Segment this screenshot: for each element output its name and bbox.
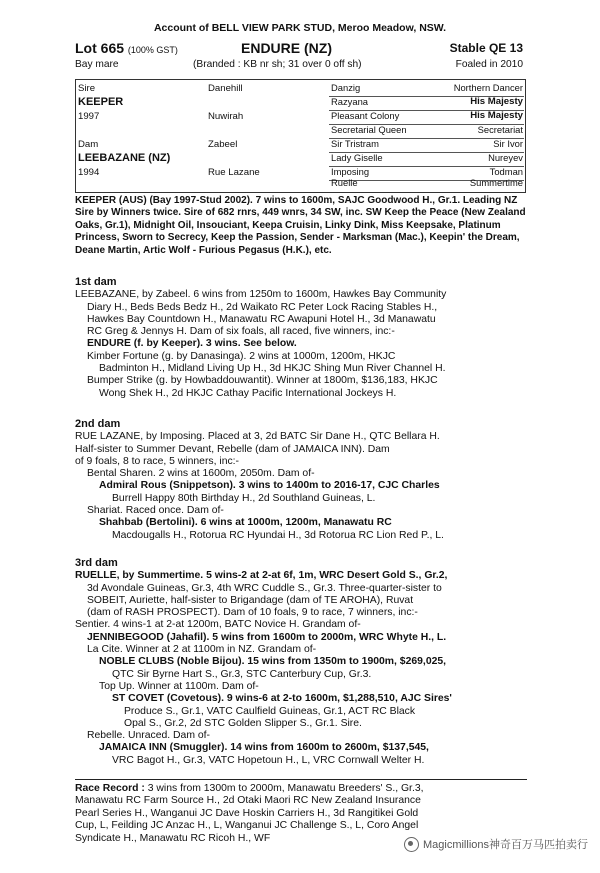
race-record-line: Pearl Series H., Wanganui JC Dave Hoskin Carriers H., 3d Rangitikei Gold <box>75 807 419 819</box>
foaled-year: Foaled in 2010 <box>455 59 523 70</box>
section-heading: 2nd dam <box>75 418 121 430</box>
section-heading: 1st dam <box>75 276 117 288</box>
race-record-line: Cup, L, Feilding JC Anzac H., L, Wanganui JC Challenge S., L, Coro Angel <box>75 820 419 832</box>
sire-summary: KEEPER (AUS) (Bay 1997-Stud 2002). 7 wins to 1600m, SAJC Goodwood H., Gr.1. Leading NZ Sire by Winners twice. Sire of 682 rnrs, 449 wnrs, 34 SW, inc. SW Keep the Peace (New Zealand Oaks, Gr.1), Midnight Oil, Insouciant, Keepa Cruisin, Linky Dink, Miss Keepsake, Platinum Princess, Sworn to Secrecy, Keep the Passion, Sender - Marksman (Mac.), Keepin' the Dream, Deane Martin, Artic Wolf - Furious Pegasus (H.K.), etc. <box>75 195 526 256</box>
sire-name: KEEPER <box>78 96 124 108</box>
dam-line: QTC Sir Byrne Hart S., Gr.3, STC Canterbury Cup, Gr.3. <box>112 668 372 680</box>
dam-line: Hawkes Bay Countdown H., Manawatu RC Awapuni Hotel H., 3d Manawatu <box>87 313 436 325</box>
dam-line: 3d Avondale Guineas, Gr.3, 4th WRC Cuddle S., Gr.3. Three-quarter-sister to <box>87 582 442 594</box>
dam-line: VRC Bagot H., Gr.3, VATC Hopetoun H., L, VRC Cornwall Welter H. <box>112 754 425 766</box>
second-dam-section <box>75 418 527 542</box>
dam-line: of 9 foals, 8 to race, 5 winners, inc:- <box>75 455 240 467</box>
dam-line: Wong Shek H., 2d HKJC Cathay Pacific International Jockeys H. <box>99 387 397 399</box>
dam-line: JENNIBEGOOD (Jahafil). 5 wins from 1600m to 2000m, WRC Whyte H., L. <box>87 631 447 643</box>
brand-info: (Branded : KB nr sh; 31 over 0 off sh) <box>193 59 362 70</box>
race-record-line: 3 wins from 1300m to 2000m, Manawatu Breeders' S., Gr.3, <box>147 783 424 794</box>
race-record-line: Syndicate H., Manawatu RC Ricoh H., WF <box>75 832 271 844</box>
dam-line: Sentier. 4 wins-1 at 2-at 1200m, BATC Novice H. Grandam of- <box>75 619 361 631</box>
dam-line: (dam of RASH PROSPECT). Dam of 10 foals, 9 to race, 7 winners, inc:- <box>87 607 418 619</box>
wechat-icon <box>404 837 419 852</box>
dam-line: Macdougalls H., Rotorua RC Hyundai H., 3d Rotorua RC Lion Red P., L. <box>112 529 444 541</box>
dam-name: LEEBAZANE (NZ) <box>78 152 171 164</box>
vendor-account: Account of BELL VIEW PARK STUD, Meroo Meadow, NSW. <box>153 22 447 34</box>
dam-line: RUE LAZANE, by Imposing. Placed at 3, 2d BATC Sir Dane H., QTC Bellara H. <box>75 431 440 443</box>
grandsire-2: Nuwirah <box>208 111 244 122</box>
dam-line: Burrell Happy 80th Birthday H., 2d Southland Guineas, L. <box>112 492 376 504</box>
dam-line: Admiral Rous (Snippetson). 3 wins to 1400m to 2016-17, CJC Charles <box>99 480 440 492</box>
dam-line: ST COVET (Covetous). 9 wins-6 at 2-to 1600m, $1,288,510, AJC Sires' <box>112 693 452 705</box>
dam-line: Kimber Fortune (g. by Danasinga). 2 wins at 1000m, 1200m, HKJC <box>87 350 396 362</box>
dam-line: Bumper Strike (g. by Howbaddouwantit). Winner at 1800m, $136,183, HKJC <box>87 375 438 387</box>
dam-line: RUELLE, by Summertime. 5 wins-2 at 2-at 6f, 1m, WRC Desert Gold S., Gr.2, <box>75 570 448 582</box>
grandsire-1: Danehill <box>208 83 243 94</box>
dam-line: SOBEIT, Auriette, half-sister to Brigandage (dam of TE AROHA), Ruvat <box>87 594 414 606</box>
lot-number: Lot 665 <box>75 40 125 56</box>
stable-number: Stable QE 13 <box>449 41 523 55</box>
dam-line: Bental Sharen. 2 wins at 1600m, 2050m. Dam of- <box>87 468 315 480</box>
dam-line: Badminton H., Midland Living Up H., 3d HKJC Shing Mun River Channel H. <box>99 363 446 375</box>
dam-line: Produce S., Gr.1, VATC Caulfield Guineas, Gr.1, ACT RC Black <box>124 705 416 717</box>
pedigree-ancestor-row: Ruelle Summertime <box>331 177 523 188</box>
dam-line: La Cite. Winner at 2 at 1100m in NZ. Grandam of- <box>87 644 317 656</box>
section-heading: 3rd dam <box>75 557 118 569</box>
dam-line: Diary H., Beds Beds Bedz H., 2d Waikato RC Peter Lock Racing Stables H., <box>87 301 438 313</box>
horse-name: ENDURE (NZ) <box>241 40 332 56</box>
grandsire-3: Zabeel <box>208 139 238 150</box>
pedigree-ancestor-row: Danzig Northern Dancer <box>329 82 524 97</box>
watermark <box>404 836 588 852</box>
gst-note: (100% GST) <box>127 45 178 55</box>
third-dam-section <box>75 557 527 767</box>
pedigree-table <box>75 79 526 193</box>
dam-line: Rebelle. Unraced. Dam of- <box>87 730 211 742</box>
dam-label: Dam <box>78 139 99 150</box>
horse-sex: Bay mare <box>75 59 119 70</box>
pedigree-ancestor-row: Sir Tristram Sir Ivor <box>329 138 524 153</box>
dam-line: JAMAICA INN (Smuggler). 14 wins from 1600m to 2600m, $137,545, <box>99 742 429 754</box>
dam-line: Half-sister to Summer Devant, Rebelle (dam of JAMAICA INN). Dam <box>75 443 390 455</box>
grandsire-4: Rue Lazane <box>208 167 260 178</box>
dam-line: Opal S., Gr.2, 2d STC Golden Slipper S., Gr.1. Sire. <box>124 717 362 729</box>
sire-label: Sire <box>78 83 96 94</box>
section-divider <box>75 779 527 780</box>
dam-year: 1994 <box>78 167 100 178</box>
horse-details <box>75 59 523 70</box>
pedigree-ancestor-row: Pleasant Colony His Majesty <box>329 110 524 125</box>
dam-line: Shahbab (Bertolini). 6 wins at 1000m, 1200m, Manawatu RC <box>99 517 392 529</box>
dam-line: Top Up. Winner at 1100m. Dam of- <box>99 680 259 692</box>
pedigree-ancestor-row: Imposing Todman <box>329 166 524 181</box>
dam-line: LEEBAZANE, by Zabeel. 6 wins from 1250m to 1600m, Hawkes Bay Community <box>75 289 447 301</box>
dam-line: RC Greg & Jennys H. Dam of six foals, all raced, five winners, inc:- <box>87 326 395 338</box>
dam-line: Shariat. Raced once. Dam of- <box>87 505 224 517</box>
lot-header <box>75 40 523 56</box>
pedigree-ancestor-row: Razyana His Majesty <box>329 96 524 111</box>
pedigree-ancestor-row: Secretarial Queen Secretariat <box>329 124 524 139</box>
dam-line: NOBLE CLUBS (Noble Bijou). 15 wins from 1350m to 1900m, $269,025, <box>99 656 447 668</box>
sire-year: 1997 <box>78 111 100 122</box>
pedigree-ancestor-row: Lady Giselle Nureyev <box>329 152 524 167</box>
race-record-label: Race Record : <box>75 783 145 794</box>
race-record-line: Manawatu RC Farm Source H., 2d Otaki Maori RC New Zealand Insurance <box>75 795 421 807</box>
first-dam-section <box>75 276 527 400</box>
watermark-text: Magicmillions神奇百万马匹拍卖行 <box>422 839 588 851</box>
dam-line: ENDURE (f. by Keeper). 3 wins. See below. <box>87 338 297 350</box>
